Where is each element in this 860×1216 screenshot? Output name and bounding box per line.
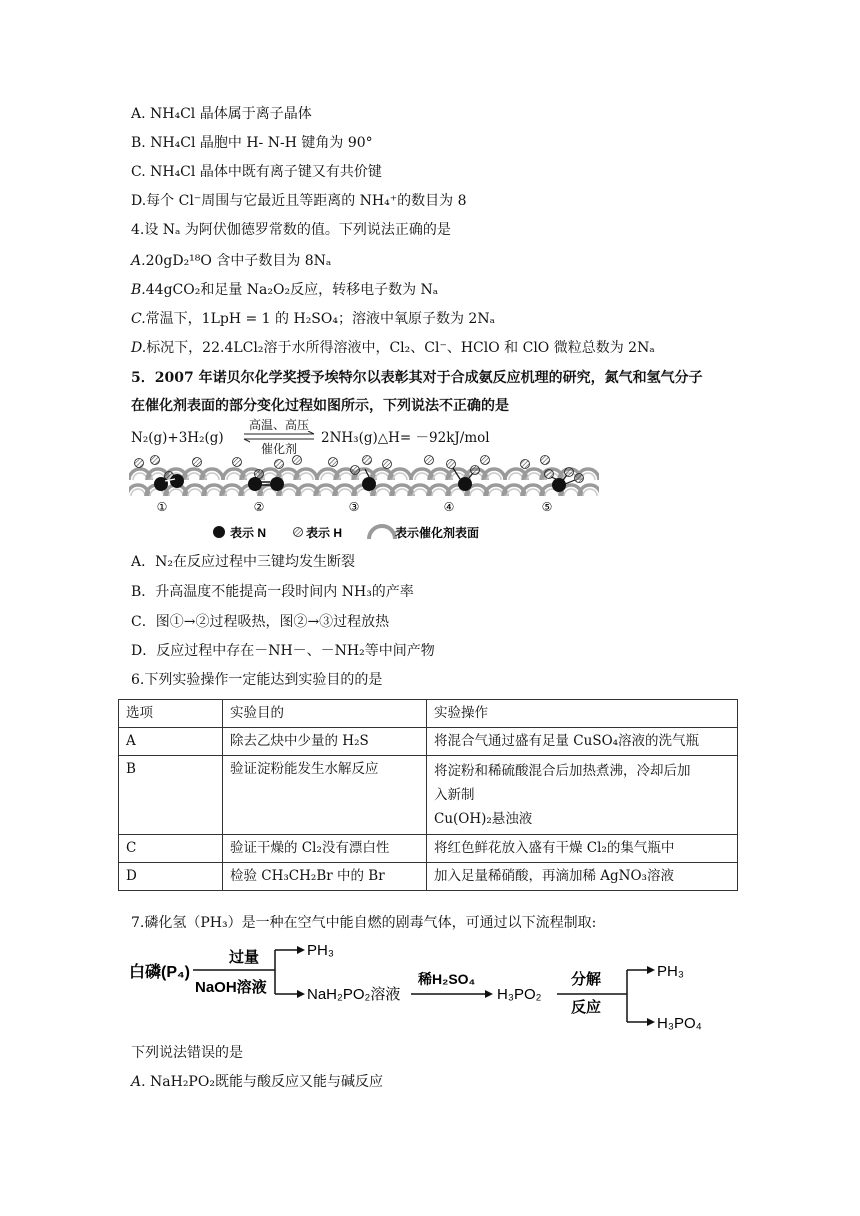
option-letter: D. (131, 340, 147, 356)
phosphine-flow-diagram (129, 940, 729, 1036)
q4-stem: 4.设 Nₐ 为阿伏伽德罗常数的值。下列说法正确的是 (131, 222, 451, 238)
step-label-1: ① (156, 500, 168, 514)
option-letter: B. (131, 282, 146, 298)
flow-intermediate-nah2po2: NaH₂PO₂溶液 (307, 986, 401, 1003)
operation-line: 将淀粉和稀硫酸混合后加热煮沸，冷却后加 (434, 763, 691, 779)
q5-stem-line2: 在催化剂表面的部分变化过程如图所示，下列说法不正确的是 (131, 398, 509, 414)
option-letter: A. (131, 1074, 146, 1090)
option-text: 常温下，1LpH = 1 的 H₂SO₄；溶液中氧原子数为 2Nₐ (145, 311, 495, 327)
row-goal: 检验 CH₃CH₂Br 中的 Br (223, 863, 427, 891)
flow-product-ph3-2: PH₃ (657, 963, 684, 980)
row-operation: 加入足量稀硝酸，再滴加稀 AgNO₃溶液 (427, 863, 738, 891)
legend-surface-label: 表示催化剂表面 (395, 526, 480, 540)
q4-option-c (131, 309, 495, 329)
experiment-table (118, 699, 738, 891)
q5-equation-left: N₂(g)+3H₂(g) (131, 430, 224, 446)
legend-nitrogen-label: 表示 N (230, 526, 267, 540)
flow-condition1-top: 过量 (229, 949, 260, 966)
operation-line: 入新制 (434, 787, 475, 803)
step-label-5: ⑤ (541, 500, 553, 514)
option-letter: C. (131, 311, 146, 327)
hydrogen-atom-icon (294, 528, 303, 537)
operation-line: Cu(OH)₂悬浊液 (434, 811, 533, 827)
header-operation: 实验操作 (427, 700, 738, 728)
flow-condition2-dilute-h2so4: 稀H₂SO₄ (418, 971, 476, 987)
header-goal: 实验目的 (223, 700, 427, 728)
header-option: 选项 (119, 700, 223, 728)
row-operation: 将红色鲜花放入盛有干燥 Cl₂的集气瓶中 (427, 835, 738, 863)
q3-option-a: A. NH₄Cl 晶体属于离子晶体 (131, 106, 312, 122)
q7-stem: 7.磷化氢（PH₃）是一种在空气中能自燃的剧毒气体，可通过以下流程制取: (131, 915, 597, 931)
option-letter: A. (131, 253, 146, 269)
q5-option-b: B．升高温度不能提高一段时间内 NH₃的产率 (131, 584, 414, 600)
table-row (119, 835, 738, 863)
legend-hydrogen-label: 表示 H (306, 526, 343, 540)
option-text: 20gD₂¹⁸O 含中子数目为 8Nₐ (145, 253, 332, 269)
step-label-4: ④ (443, 500, 455, 514)
row-option: B (119, 756, 223, 835)
flow-product-h3po4: H₃PO₄ (657, 1015, 702, 1032)
q3-option-d: D.每个 Cl⁻周围与它最近且等距离的 NH₄⁺的数目为 8 (131, 193, 467, 209)
nitrogen-atom-icon (213, 526, 225, 538)
flow-acid-h3po2: H₃PO₂ (497, 986, 542, 1003)
option-text: 标况下，22.4LCl₂溶于水所得溶液中，Cl₂、Cl⁻、HClO 和 ClO 微粒总数为 2Nₐ (146, 340, 655, 356)
q4-option-b (131, 280, 438, 300)
row-goal: 验证淀粉能发生水解反应 (223, 756, 427, 835)
q5-equation-condition-bottom: 催化剂 (260, 442, 297, 456)
flow-condition1-bottom: NaOH溶液 (195, 979, 267, 996)
table-row (119, 756, 738, 835)
arrowhead-icon (647, 1018, 655, 1026)
q3-option-c: C. NH₄Cl 晶体中既有离子键又有共价键 (131, 164, 382, 180)
q5-option-d: D．反应过程中存在－NH－、－NH₂等中间产物 (131, 643, 435, 659)
arrowhead-icon (647, 966, 655, 974)
catalyst-mechanism-figure (129, 452, 599, 544)
catalyst-surface-icon (369, 526, 395, 539)
q5-stem-line1: 5．2007 年诺贝尔化学奖授予埃特尔以表彰其对于合成氨反应机理的研究，氮气和氢气分子 (131, 370, 703, 386)
option-text: 44gCO₂和足量 Na₂O₂反应，转移电子数为 Nₐ (145, 282, 439, 298)
flow-start-white-phosphorus: 白磷(P₄) (129, 964, 190, 981)
q5-equation-right: 2NH₃(g)△H= －92kJ/mol (321, 430, 490, 446)
table-header-row (119, 700, 738, 728)
table-row (119, 728, 738, 756)
row-option: A (119, 728, 223, 756)
arrowhead-icon (297, 946, 305, 954)
q7-question: 下列说法错误的是 (131, 1045, 243, 1061)
q6-stem: 6.下列实验操作一定能达到实验目的的是 (131, 672, 383, 688)
q5-equation-condition-top: 高温、高压 (248, 418, 309, 432)
row-operation: 将混合气通过盛有足量 CuSO₄溶液的洗气瓶 (427, 728, 738, 756)
q3-option-b: B. NH₄Cl 晶胞中 H- N-H 键角为 90° (131, 135, 373, 151)
row-option: D (119, 863, 223, 891)
row-operation (427, 756, 738, 835)
arrowhead-icon (485, 990, 493, 998)
q5-option-a: A．N₂在反应过程中三键均发生断裂 (131, 554, 355, 570)
arrowhead-icon (297, 990, 305, 998)
table-row (119, 863, 738, 891)
step-label-3: ③ (348, 500, 360, 514)
flow-product-ph3: PH₃ (307, 942, 334, 959)
step-label-2: ② (253, 500, 265, 514)
flow-condition3-bottom: 反应 (571, 999, 602, 1016)
q7-option-a (131, 1072, 383, 1092)
option-text: NaH₂PO₂既能与酸反应又能与碱反应 (150, 1074, 383, 1090)
figure-legend (213, 525, 479, 540)
q4-option-d (131, 338, 655, 358)
row-goal: 验证干燥的 Cl₂没有漂白性 (223, 835, 427, 863)
flow-condition3-top: 分解 (571, 971, 602, 988)
q5-option-c: C．图①→②过程吸热，图②→③过程放热 (131, 614, 390, 630)
row-goal: 除去乙炔中少量的 H₂S (223, 728, 427, 756)
row-option: C (119, 835, 223, 863)
q4-option-a (131, 251, 331, 271)
